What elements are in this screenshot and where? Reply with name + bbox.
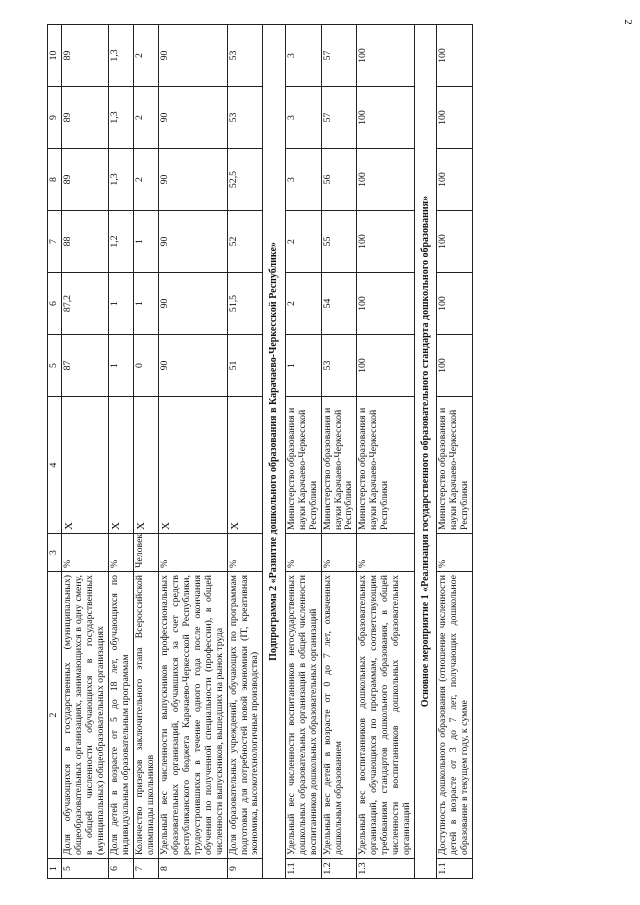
table-body: [48, 25, 473, 879]
indicator-name: Удельный вес численности воспитанников негосударственных дошкольных образовательных организаций в общей численности воспитанников дошкольных образовательных организаций: [285, 572, 321, 859]
unit-cell: %: [61, 534, 108, 572]
unit-cell: %: [357, 534, 415, 572]
executor-cell: X: [227, 397, 263, 534]
value-cell: 100: [437, 211, 473, 273]
header-cell: 6: [48, 273, 62, 335]
value-cell: 89: [61, 25, 108, 87]
value-cell: 51: [227, 335, 263, 397]
row-number: 1.2: [321, 859, 357, 879]
indicator-name: Доля обучающихся в государственных (муниципальных) общеобразовательных организациях, занимающихся в одну смену, в общей численности обучающихся в государственных (муниципальных) общеобразовательных организациях: [61, 572, 108, 859]
unit-cell: %: [227, 534, 263, 572]
table-row: [108, 25, 133, 879]
row-number: 5: [61, 859, 108, 879]
value-cell: 1: [285, 335, 321, 397]
value-cell: 90: [158, 211, 227, 273]
value-cell: 100: [437, 25, 473, 87]
value-cell: 3: [285, 87, 321, 149]
value-cell: 2: [285, 273, 321, 335]
value-cell: 100: [357, 87, 415, 149]
value-cell: 1,3: [108, 25, 133, 87]
value-cell: 56: [321, 149, 357, 211]
row-number: 6: [108, 859, 133, 879]
indicator-name: Доля образовательных учреждений, обучающих по программам подготовки для потребностей новой экономики (IT, креативная экономика, высокотехнологичные производства): [227, 572, 263, 859]
header-row: [48, 25, 62, 879]
activity-heading: [415, 25, 437, 879]
row-number: 9: [227, 859, 263, 879]
value-cell: 100: [357, 273, 415, 335]
row-number: 1.3: [357, 859, 415, 879]
executor-cell: X: [108, 397, 133, 534]
value-cell: 1: [133, 211, 158, 273]
header-cell: 3: [48, 534, 62, 572]
value-cell: 57: [321, 87, 357, 149]
value-cell: 3: [285, 25, 321, 87]
value-cell: 2: [133, 87, 158, 149]
value-cell: 90: [158, 149, 227, 211]
value-cell: 55: [321, 211, 357, 273]
indicator-name: Количество призеров заключительного этапа Всероссийской олимпиады школьников: [133, 572, 158, 859]
value-cell: 89: [61, 87, 108, 149]
value-cell: 89: [61, 149, 108, 211]
value-cell: 100: [357, 211, 415, 273]
value-cell: 90: [158, 87, 227, 149]
value-cell: 2: [285, 211, 321, 273]
value-cell: 88: [61, 211, 108, 273]
table-row: [437, 25, 473, 879]
indicator-name: Доля детей в возрасте от 5 до 18 лет, обучающихся по индивидуальным образовательным программам: [108, 572, 133, 859]
value-cell: 100: [437, 273, 473, 335]
value-cell: 90: [158, 25, 227, 87]
header-cell: 10: [48, 25, 62, 87]
value-cell: 100: [357, 335, 415, 397]
row-number: 7: [133, 859, 158, 879]
subprogram-heading: [263, 25, 285, 879]
row-number: 1.1: [437, 859, 473, 879]
table-row: [61, 25, 108, 879]
indicator-name: Удельный вес численности выпускников профессиональных образовательных организаций, обучавшихся за счет средств республиканского бюджета Карачаево-Черкесской Республики, трудоустроившихся в течение одного года после окончания обучения по полученной специальности (профессии), в общей численности выпускников, вышедших на рынок труда: [158, 572, 227, 859]
value-cell: 1: [108, 273, 133, 335]
value-cell: 100: [357, 25, 415, 87]
activity-heading-title: Основное мероприятие 1 «Реализация государственного образовательного стандарта дошкольного образования»: [415, 25, 437, 879]
unit-cell: %: [285, 534, 321, 572]
header-cell: 1: [48, 859, 62, 879]
value-cell: 100: [357, 149, 415, 211]
executor-cell: X: [158, 397, 227, 534]
value-cell: 3: [285, 149, 321, 211]
table-row: [285, 25, 321, 879]
value-cell: 100: [437, 87, 473, 149]
value-cell: 53: [227, 25, 263, 87]
value-cell: 0: [133, 335, 158, 397]
table-row: [357, 25, 415, 879]
value-cell: 53: [321, 335, 357, 397]
indicator-name: Доступность дошкольного образования (отношение численности детей в возрасте от 3 до 7 лет, получающих дошкольное образование в текущем году, к сумме: [437, 572, 473, 859]
value-cell: 1: [133, 273, 158, 335]
header-cell: 4: [48, 397, 62, 534]
value-cell: 1: [108, 335, 133, 397]
executor-cell: X: [61, 397, 108, 534]
value-cell: 1,3: [108, 149, 133, 211]
executor-cell: Министерство образования и науки Карачаево-Черкесской Республики: [437, 397, 473, 534]
value-cell: 100: [437, 335, 473, 397]
value-cell: 87: [61, 335, 108, 397]
value-cell: 90: [158, 273, 227, 335]
value-cell: 57: [321, 25, 357, 87]
header-cell: 5: [48, 335, 62, 397]
indicator-name: Удельный вес воспитанников дошкольных образовательных организаций, обучающихся по программам, соответствующим требованиям стандартов дошкольного образования, в общей численности воспитанников дошкольных образовательных организаций: [357, 572, 415, 859]
table-row: [133, 25, 158, 879]
row-number: 8: [158, 859, 227, 879]
table-row: [321, 25, 357, 879]
header-cell: 7: [48, 211, 62, 273]
table-row: [158, 25, 227, 879]
header-cell: 8: [48, 149, 62, 211]
value-cell: 1,2: [108, 211, 133, 273]
unit-cell: %: [437, 534, 473, 572]
executor-cell: Министерство образования и науки Карачаево-Черкесской Республики: [357, 397, 415, 534]
header-cell: 9: [48, 87, 62, 149]
value-cell: 90: [158, 335, 227, 397]
value-cell: 2: [133, 25, 158, 87]
value-cell: 52: [227, 211, 263, 273]
unit-cell: %: [108, 534, 133, 572]
header-cell: 2: [48, 572, 62, 859]
value-cell: 54: [321, 273, 357, 335]
indicator-name: Удельный вес детей в возрасте от 0 до 7 лет, охваченных дошкольным образованием: [321, 572, 357, 859]
value-cell: 87,2: [61, 273, 108, 335]
executor-cell: X: [133, 397, 158, 534]
page-number: 2: [621, 19, 634, 25]
value-cell: 52,5: [227, 149, 263, 211]
value-cell: 2: [133, 149, 158, 211]
value-cell: 100: [437, 149, 473, 211]
row-number: 1.1: [285, 859, 321, 879]
executor-cell: Министерство образования и науки Карачаево-Черкесской Республики: [321, 397, 357, 534]
unit-cell: %: [321, 534, 357, 572]
value-cell: 53: [227, 87, 263, 149]
table-row: [227, 25, 263, 879]
indicators-table: [47, 24, 473, 879]
value-cell: 1,3: [108, 87, 133, 149]
value-cell: 51,5: [227, 273, 263, 335]
unit-cell: %: [158, 534, 227, 572]
subprogram-heading-title: Подпрограмма 2 «Развитие дошкольного образования в Карачаево-Черкесской Республике»: [263, 25, 285, 879]
executor-cell: Министерство образования и науки Карачаево-Черкесской Республики: [285, 397, 321, 534]
unit-cell: Человек: [133, 534, 158, 572]
